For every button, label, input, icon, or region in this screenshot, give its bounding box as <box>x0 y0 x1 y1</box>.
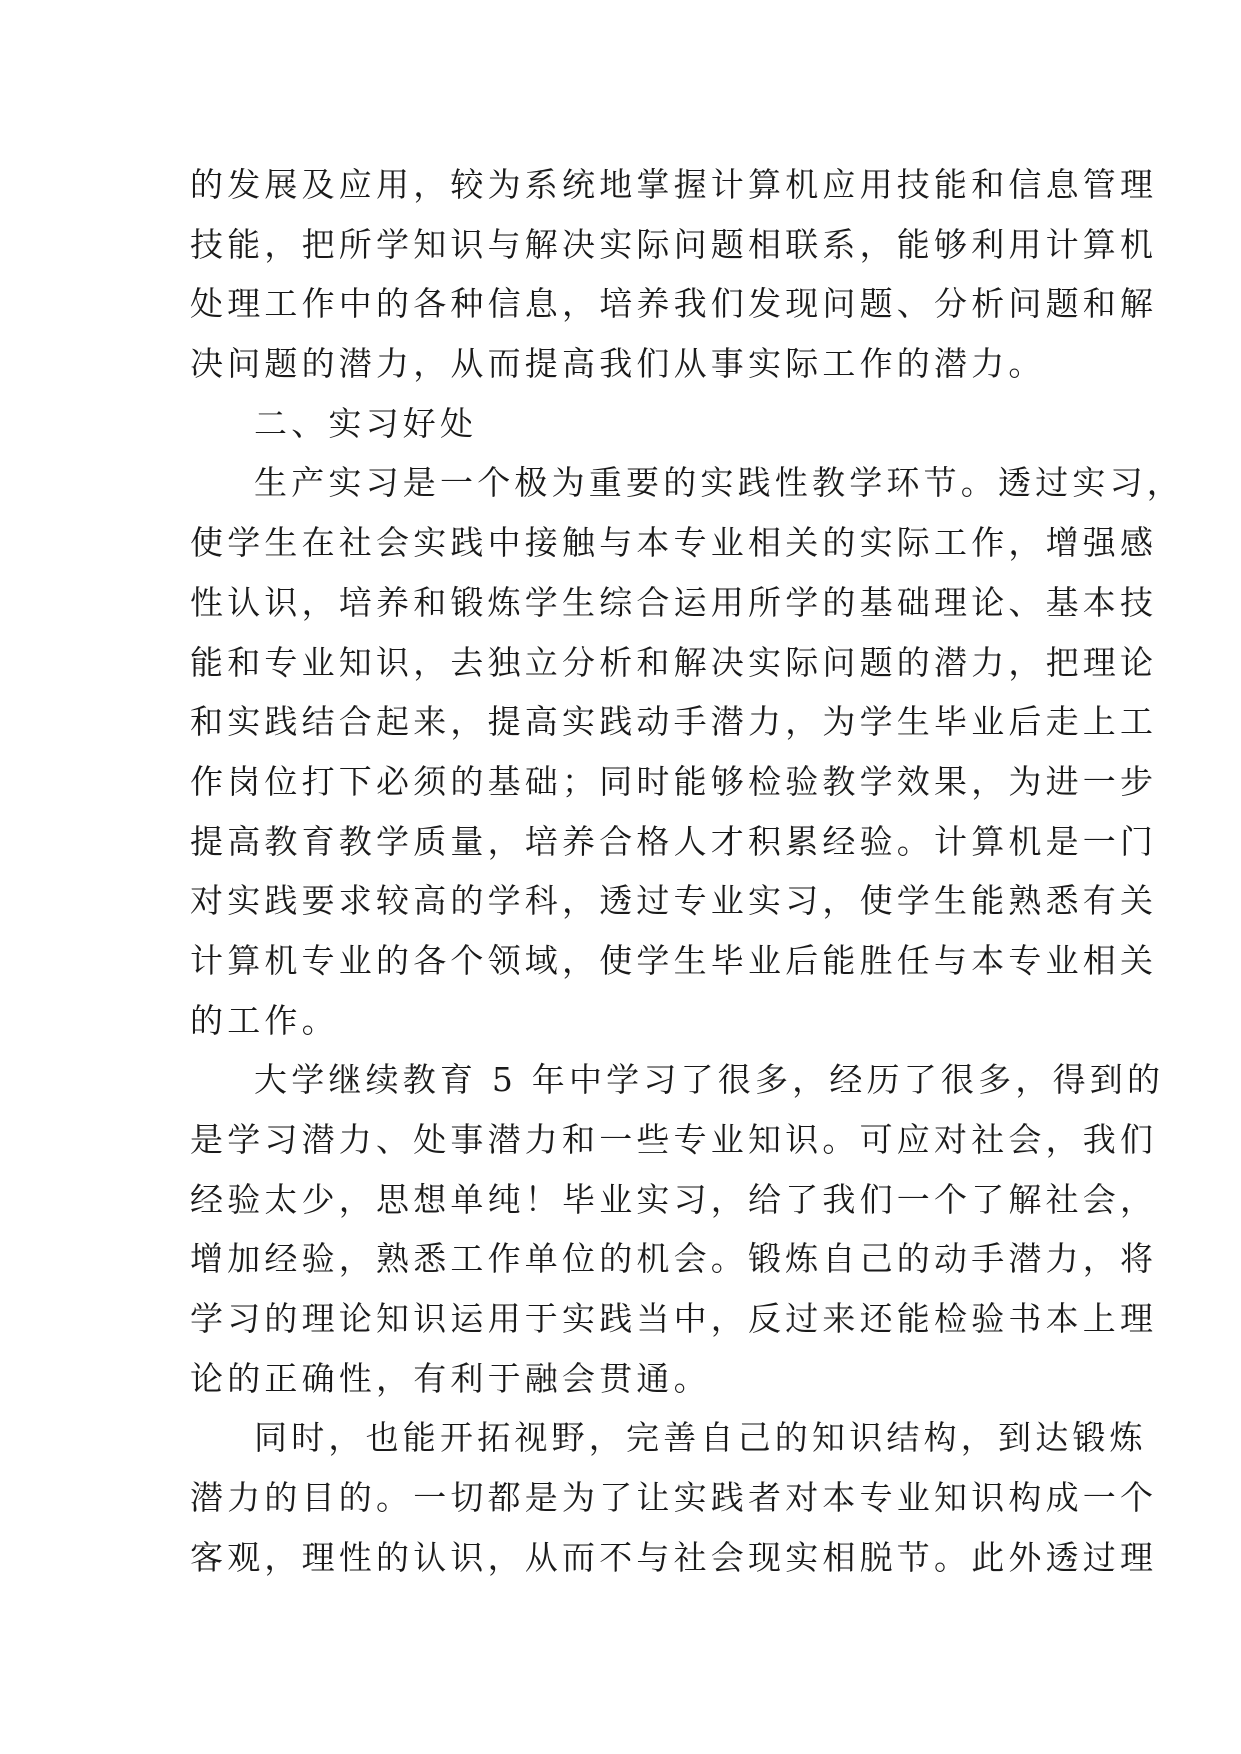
text-line: 技能，把所学知识与解决实际问题相联系，能够利用计算机 <box>190 224 1158 264</box>
text-line: 对实践要求较高的学科，透过专业实习，使学生能熟悉有关 <box>190 881 1158 921</box>
text-line: 潜力的目的。一切都是为了让实践者对本专业知识构成一个 <box>190 1478 1158 1518</box>
text-line: 性认识，培养和锻炼学生综合运用所学的基础理论、基本技 <box>190 582 1158 622</box>
text-line: 提高教育教学质量，培养合格人才积累经验。计算机是一门 <box>190 821 1158 861</box>
text-line: 和实践结合起来，提高实践动手潜力，为学生毕业后走上工 <box>190 702 1158 742</box>
text-line: 作岗位打下必须的基础；同时能够检验教学效果，为进一步 <box>190 761 1158 801</box>
text-line: 是学习潜力、处事潜力和一些专业知识。可应对社会，我们 <box>190 1120 1158 1159</box>
text-line: 的发展及应用，较为系统地掌握计算机应用技能和信息管理 <box>190 165 1158 204</box>
text-line: 增加经验，熟悉工作单位的机会。锻炼自己的动手潜力，将 <box>190 1239 1158 1279</box>
text-line: 处理工作中的各种信息，培养我们发现问题、分析问题和解 <box>190 284 1158 324</box>
text-line: 计算机专业的各个领域，使学生毕业后能胜任与本专业相关 <box>190 940 1158 980</box>
text-line: 大学继续教育 5 年中学习了很多，经历了很多，得到的 <box>254 1060 1165 1100</box>
text-line: 使学生在社会实践中接触与本专业相关的实际工作，增强感 <box>190 523 1158 563</box>
text-line: 经验太少，思想单纯！毕业实习，给了我们一个了解社会， <box>190 1179 1158 1219</box>
text-line: 同时，也能开拓视野，完善自己的知识结构，到达锻炼 <box>254 1418 1147 1458</box>
text-line: 论的正确性，有利于融会贯通。 <box>190 1358 711 1398</box>
text-line: 的工作。 <box>190 1000 339 1040</box>
text-line: 生产实习是一个极为重要的实践性教学环节。透过实习， <box>254 463 1184 503</box>
text-line: 决问题的潜力，从而提高我们从事实际工作的潜力。 <box>190 344 1046 384</box>
section-heading: 二、实习好处 <box>254 403 478 443</box>
document-body <box>190 155 1184 1588</box>
text-line: 客观，理性的认识，从而不与社会现实相脱节。此外透过理 <box>190 1537 1158 1577</box>
text-line: 学习的理论知识运用于实践当中，反过来还能检验书本上理 <box>190 1299 1158 1339</box>
text-line: 能和专业知识，去独立分析和解决实际问题的潜力，把理论 <box>190 642 1158 682</box>
